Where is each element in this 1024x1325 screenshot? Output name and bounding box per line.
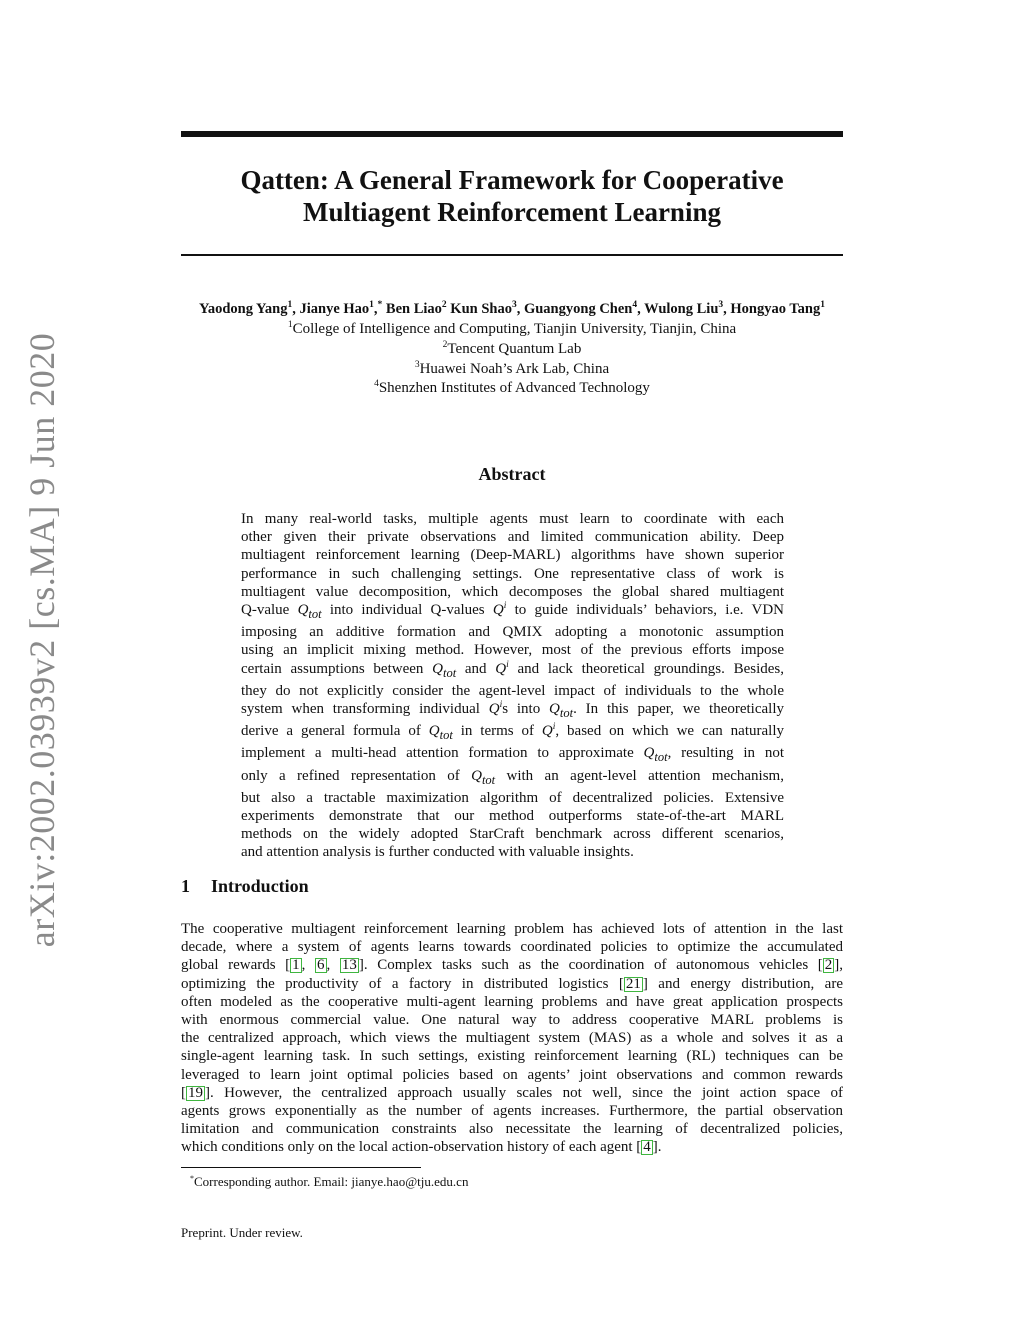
- text-line: decade, where a system of agents learns towards coordinated policies to optimize the accumulated: [181, 939, 843, 956]
- affiliation-1: $^1$College of Intelligence and Computing, Tianjin University, Tianjin, China: [287, 320, 737, 337]
- text-line: derive a general formula of $Q_{tot}$ in terms of $Q^i$, based on which we can naturally: [241, 722, 784, 743]
- abstract-body: [241, 510, 784, 862]
- footnote: [190, 1174, 468, 1190]
- citation-link[interactable]: 6: [317, 957, 325, 974]
- section-title: Introduction: [211, 876, 309, 896]
- citation-link[interactable]: 2: [824, 957, 833, 974]
- affiliation-3: $^3$Huawei Noah’s Ark Lab, China: [414, 359, 610, 377]
- text-line: [ 19 ]. However, the centralized approach usually scales not well, since the joint action space of: [181, 1084, 843, 1101]
- affiliation-4: $^4$Shenzhen Institutes of Advanced Technology: [374, 379, 650, 397]
- author-list: Yaodong Yang$^1$, Jianye Hao$^1$,* Ben Liao$^2$ Kun Shao$^3$, Guangyong Chen$^4$, Wulong Liu$^3$, Hongyao Tang$^1$: [198, 300, 826, 317]
- text-line: In many real-world tasks, multiple agents must learn to coordinate with each: [241, 511, 784, 527]
- text-line: other given their private observations and limited communication ability. Deep: [241, 529, 784, 546]
- text-line: single-agent learning task. In such settings, existing reinforcement learning (RL) techniques can be: [181, 1048, 843, 1065]
- preprint-note: Preprint. Under review.: [181, 1225, 303, 1240]
- text-line: the centralized approach, which views the multiagent system (MAS) as a whole and solves it as a: [181, 1030, 843, 1047]
- section-heading-introduction: [181, 876, 309, 897]
- text-line: they do not explicitly consider the agent-level impact of individuals to the whole: [241, 682, 784, 699]
- section-number: 1: [181, 876, 190, 896]
- text-line: system when transforming individual $Q^is$ into $Q_{tot}$. In this paper, we theoretically: [241, 700, 784, 721]
- text-line: performance in such challenging settings. One representative class of work is: [241, 565, 784, 582]
- text-line: often modeled as the cooperative multi-agent learning problems and have great application prospects: [181, 993, 843, 1010]
- affiliation-2: $^2$Tencent Quantum Lab: [442, 339, 582, 357]
- title-line-1: Qatten: A General Framework for Cooperative: [240, 165, 784, 195]
- text-line: with enormous commercial value. One natural way to address cooperative MARL problems is: [181, 1012, 843, 1029]
- affiliations: [181, 320, 843, 399]
- text-line: optimizing the productivity of a factory in distributed logistics [ 21 ] and energy distribution, are: [181, 975, 843, 992]
- text-line: only a refined representation of $Q_{tot}$ with an agent-level attention mechanism,: [241, 767, 784, 787]
- text-line: using an implicit mixing method. However, most of the previous efforts impose: [241, 642, 784, 659]
- text-line: limitation and communication constraints also necessitate the learning of decentralized policies,: [181, 1121, 843, 1138]
- introduction-body: [181, 920, 843, 1157]
- footnote-mark: *: [190, 1174, 194, 1183]
- text-line: which conditions only on the local action-observation history of each agent [ 4 ].: [181, 1139, 662, 1156]
- title-line-2: Multiagent Reinforcement Learning: [303, 197, 721, 227]
- arxiv-id: arXiv:2002.03939v2 [cs.MA] 9 Jun 2020: [22, 332, 62, 948]
- title-top-rule: [181, 131, 843, 137]
- text-line: imposing an additive formation and QMIX adopting a monotonic assumption: [241, 624, 784, 641]
- text-line: multiagent value decomposition, which decomposes the global shared multiagent: [241, 583, 784, 600]
- abstract-heading: Abstract: [478, 464, 546, 484]
- citation-link[interactable]: 21: [625, 975, 641, 992]
- text-line: methods on the widely adopted StarCraft benchmark across different scenarios,: [241, 826, 784, 843]
- title-bottom-rule: [181, 254, 843, 256]
- citation-link[interactable]: 13: [341, 957, 357, 974]
- citation-link[interactable]: 19: [188, 1084, 203, 1101]
- footnote-text: Corresponding author. Email: jianye.hao@tju.edu.cn: [194, 1174, 469, 1189]
- text-line: Q-value $Q_{tot}$ into individual Q-values $Q^i$ to guide individuals’ behaviors, i.e. VDN: [241, 601, 785, 622]
- text-line: multiagent reinforcement learning (Deep-MARL) algorithms have shown superior: [241, 547, 784, 564]
- text-line: global rewards [ 1 , 6 , 13 ]. Complex tasks such as the coordination of autonomous vehicles [ 2 ],: [181, 957, 844, 974]
- text-line: The cooperative multiagent reinforcement learning problem has achieved lots of attention in the last: [181, 921, 843, 937]
- citation-link[interactable]: 1: [292, 957, 300, 974]
- text-line: certain assumptions between $Q_{tot}$ and $Q^i$ and lack theoretical groundings. Besides,: [241, 659, 784, 680]
- text-line: and attention analysis is further conducted with valuable insights.: [241, 844, 634, 861]
- citation-link[interactable]: 4: [643, 1139, 651, 1156]
- text-line: experiments demonstrate that our method outperforms state-of-the-art MARL: [241, 808, 784, 825]
- text-line: agents grows exponentially as the number of agents increases. Furthermore, the partial observation: [181, 1103, 843, 1120]
- text-line: leveraged to learn joint optimal policies based on agents’ joint observations and common rewards: [181, 1066, 843, 1083]
- text-line: but also a tractable maximization algorithm of decentralized policies. Extensive: [241, 789, 784, 806]
- text-line: implement a multi-head attention formation to approximate $Q_{tot}$, resulting in not: [241, 745, 784, 765]
- footnote-rule: [181, 1167, 421, 1168]
- paper-title: [181, 164, 843, 228]
